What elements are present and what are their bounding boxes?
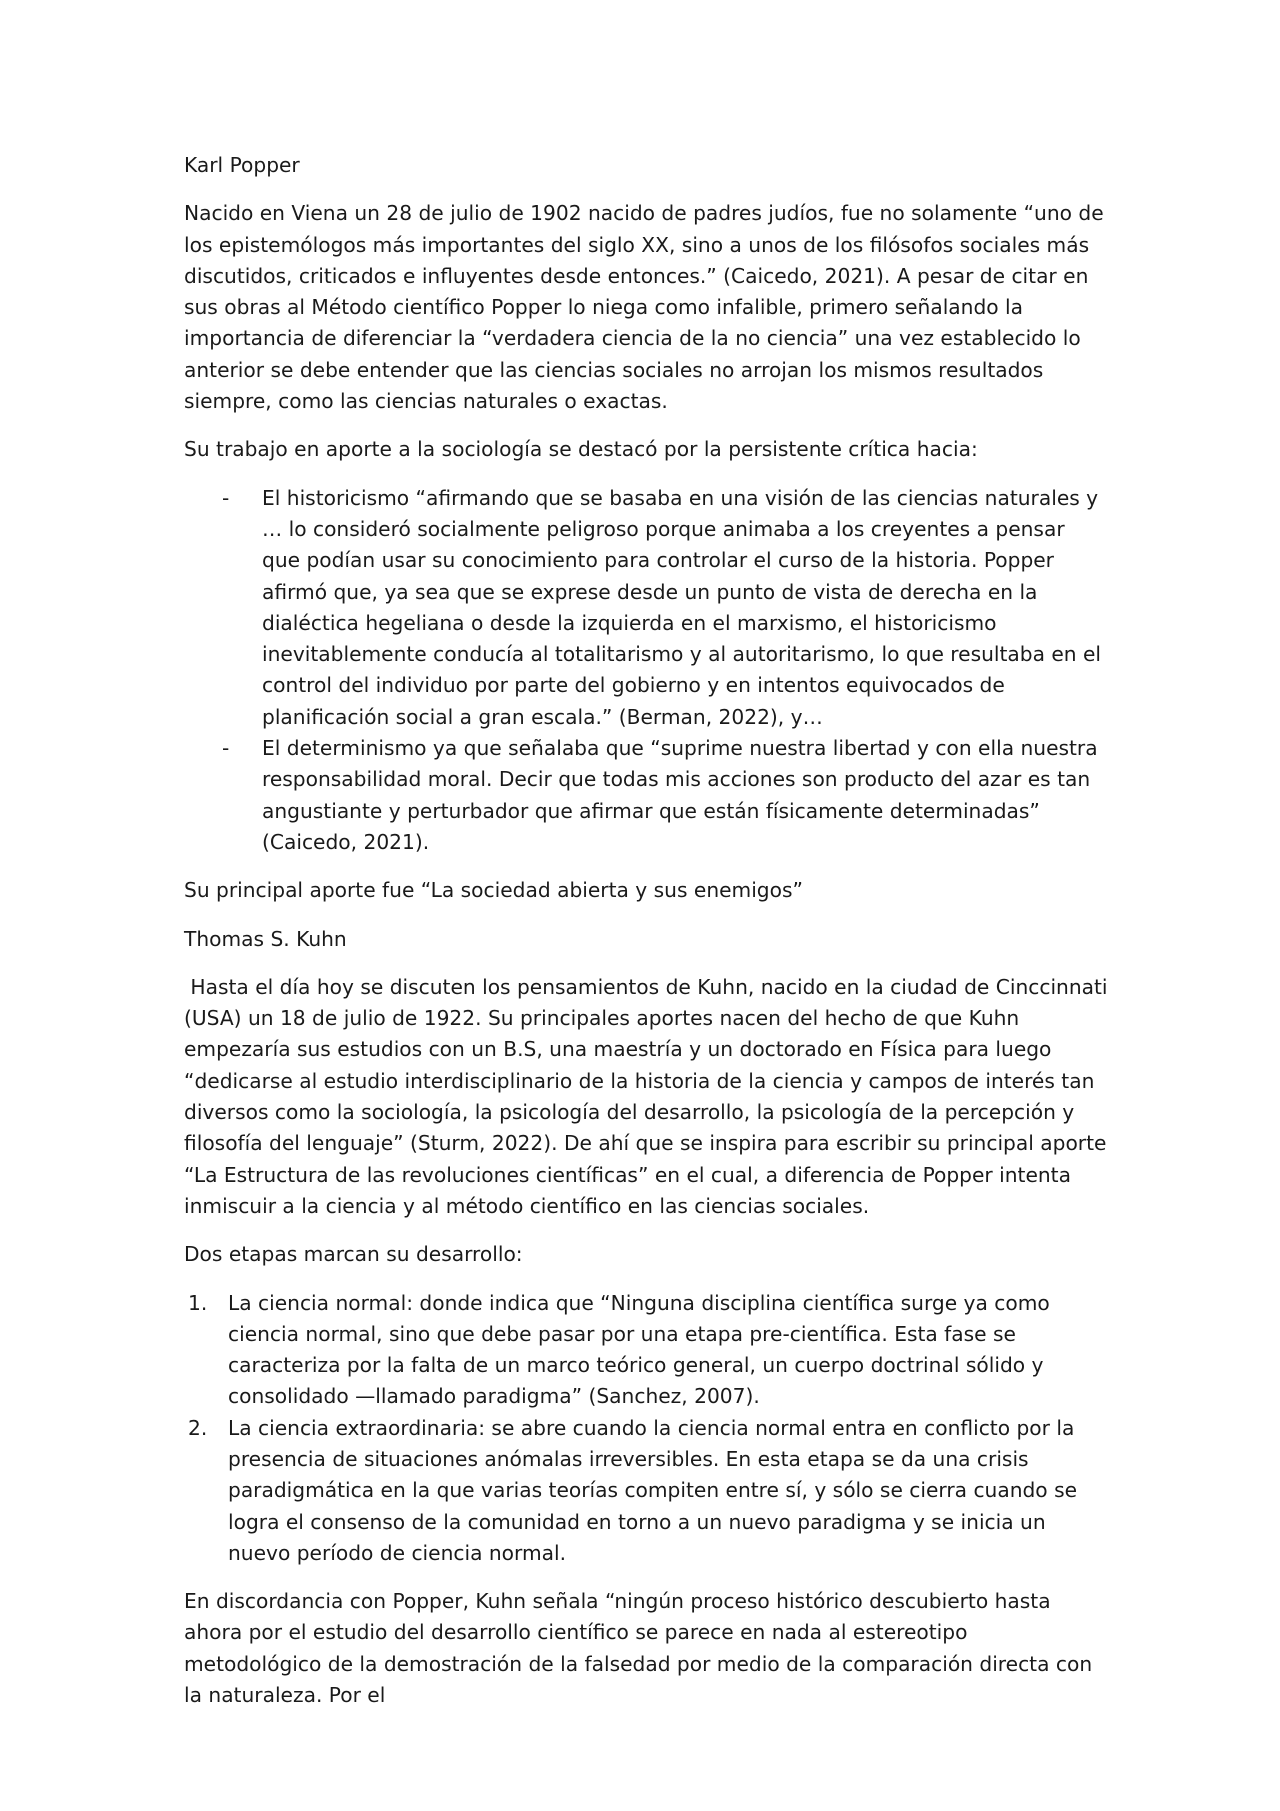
list-item xyxy=(184,1413,1108,1569)
list-item xyxy=(184,483,1108,733)
heading-thomas-kuhn: Thomas S. Kuhn xyxy=(184,926,347,951)
number-marker: 1. xyxy=(188,1290,208,1315)
kuhn-stages-lead: Dos etapas marcan su desarrollo: xyxy=(184,1242,523,1267)
list-item-text: La ciencia extraordinaria: se abre cuando la ciencia normal entra en conflicto por la presencia de situaciones anómalas irreversibles. En esta etapa se da una crisis paradigmática en la que varias teorías compiten entre sí, y sólo se cierra cuando se logra el consenso de la comunidad en torno a un nuevo paradigma y se inicia un nuevo período de ciencia normal. xyxy=(228,1415,1078,1565)
popper-main-contribution: Su principal aporte fue “La sociedad abierta y sus enemigos” xyxy=(184,878,803,903)
list-item-text: El historicismo “afirmando que se basaba en una visión de las ciencias naturales y … lo consideró socialmente peligroso porque animaba a los creyentes a pensar que podían usar su conocimiento para controlar el curso de la historia. Popper afirmó que, ya sea que se exprese desde un punto de vista de derecha en la dialéctica hegeliana o desde la izquierda en el marxismo, el historicismo inevitablemente conducía al totalitarismo y al autoritarismo, lo que resultaba en el control del individuo por parte del gobierno y en intentos equivocados de planificación social a gran escala.” (Berman, 2022), y… xyxy=(262,485,1102,729)
popper-critique-lead: Su trabajo en aporte a la sociología se destacó por la persistente crítica hacia: xyxy=(184,437,978,462)
dash-bullet: - xyxy=(222,736,230,761)
dash-bullet: - xyxy=(222,485,230,510)
list-item xyxy=(184,733,1108,858)
document-page xyxy=(184,150,1114,1728)
number-marker: 2. xyxy=(188,1415,208,1440)
list-item xyxy=(184,1288,1108,1413)
heading-karl-popper: Karl Popper xyxy=(184,153,300,177)
popper-intro-paragraph: Nacido en Viena un 28 de julio de 1902 nacido de padres judíos, fue no solamente “uno de los epistemólogos más importantes del siglo XX, sino a unos de los filósofos sociales más discutidos, criticados e influyentes desde entonces.” (Caicedo, 2021). A pesar de citar en sus obras al Método científico Popper lo niega como infalible, primero señalando la importancia de diferenciar la “verdadera ciencia de la no ciencia” una vez establecido lo anterior se debe entender que las ciencias sociales no arrojan los mismos resultados siempre, como las ciencias naturales o exactas. xyxy=(184,201,1104,414)
kuhn-closing-paragraph: En discordancia con Popper, Kuhn señala “ningún proceso histórico descubierto hasta ahora por el estudio del desarrollo científico se parece en nada al estereotipo metodológico de la demostración de la falsedad por medio de la comparación directa con la naturaleza. Por el xyxy=(184,1589,1093,1708)
popper-critiques-list xyxy=(184,483,1108,859)
list-item-text: La ciencia normal: donde indica que “Ninguna disciplina científica surge ya como ciencia normal, sino que debe pasar por una etapa pre-científica. Esta fase se caracteriza por la falta de un marco teórico general, un cuerpo doctrinal sólido y consolidado —llamado paradigma” (Sanchez, 2007). xyxy=(228,1290,1050,1409)
kuhn-stages-list xyxy=(184,1288,1108,1570)
kuhn-intro-paragraph: Hasta el día hoy se discuten los pensamientos de Kuhn, nacido en la ciudad de Cinccinnati (USA) un 18 de julio de 1922. Su principales aportes nacen del hecho de que Kuhn empezaría sus estudios con un B.S, una maestría y un doctorado en Física para luego “dedicarse al estudio interdisciplinario de la historia de la ciencia y campos de interés tan diversos como la sociología, la psicología del desarrollo, la psicología de la percepción y filosofía del lenguaje” (Sturm, 2022). De ahí que se inspira para escribir su principal aporte “La Estructura de las revoluciones científicas” en el cual, a diferencia de Popper intenta inmiscuir a la ciencia y al método científico en las ciencias sociales. xyxy=(184,974,1114,1218)
list-item-text: El determinismo ya que señalaba que “suprime nuestra libertad y con ella nuestra responsabilidad moral. Decir que todas mis acciones son producto del azar es tan angustiante y perturbador que afirmar que están físicamente determinadas” (Caicedo, 2021). xyxy=(262,736,1098,854)
